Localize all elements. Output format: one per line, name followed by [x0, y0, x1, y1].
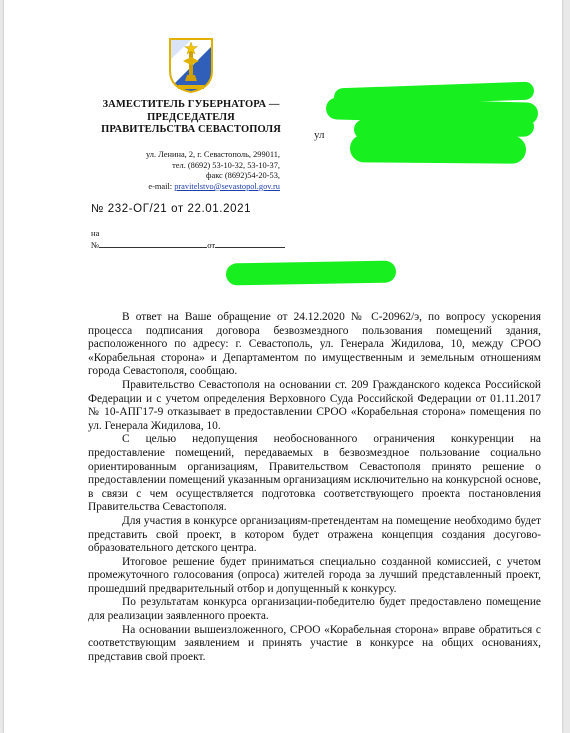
org-line: ПРЕДСЕДАТЕЛЯ — [147, 111, 235, 123]
recipient-redaction-mark — [350, 134, 526, 164]
reference-date-label: от — [207, 239, 216, 250]
phone-line: тел. (8692) 53-10-32, 53-10-37, — [172, 160, 280, 170]
recipient-street-fragment: ул — [314, 129, 325, 141]
body-paragraph: На основании вышеизложенного, СРОО «Корабельная сторона» вправе обратиться с соответствующим заявлением и принять участие в конкурсе на общих основаниях, представив свой проект. — [88, 623, 541, 663]
org-line: ПРАВИТЕЛЬСТВА СЕВАСТОПОЛЯ — [101, 124, 281, 135]
reference-block — [91, 228, 301, 250]
body-paragraph: В ответ на Ваше обращение от 24.12.2020 № С-20962/э, по вопросу ускорения процесса подписания договора безвозмездного пользования помещений здания, расположенного по адресу: г. Севастополь, ул. Генерала Жидилова, 10, между СРОО «Корабельная сторона» и Департаментом по имущественным и земельным отношениям города Севастополя, сообщаю. — [88, 311, 541, 378]
letter-page — [4, 0, 562, 733]
sevastopol-coat-of-arms-icon — [166, 37, 216, 93]
reference-na: на — [91, 228, 100, 238]
body-paragraph: По результатам конкурса организации-победителю будет предоставлено помещение для реализации заявленного проекта. — [88, 596, 541, 623]
email-label: e-mail: — [148, 181, 173, 191]
address-line: ул. Ленина, 2, г. Севастополь, 299011, — [145, 150, 280, 159]
reference-date-blank — [215, 239, 285, 248]
reference-number-line — [91, 239, 301, 251]
body-paragraph: Итоговое решение будет приниматься специально созданной комиссией, с учетом промежуточного голосования (опроса) жителей города за лучший представленный проект, прошедший предварительный отбор и допущенный к конкурсу. — [88, 555, 541, 595]
reference-no-label: № — [91, 239, 100, 250]
registration-number: № 232-ОГ/21 от 22.01.2021 — [91, 203, 252, 215]
sender-organization — [86, 99, 296, 137]
body-paragraph: С целью недопущения необоснованного ограничения конкуренции на предоставление помещений, передаваемых в безвозмездное пользование социально ориентированным организациям, Правительством Севастополя принято решение о предоставлении помещений указанным организациям исключительно на конкурсной основе, в связи с чем осуществляется подготовка соответствующего проекта постановления Правительства Севастополя. — [88, 433, 541, 514]
sender-address — [104, 150, 280, 192]
reference-number-blank — [99, 239, 207, 248]
fax-line: факс (8692)54-20-53, — [206, 171, 280, 181]
body-paragraph: Для участия в конкурсе организациям-претендентам на помещение необходимо будет представить свой проект, в котором будет отражена концепция создания досугово-образовательного детского центра. — [88, 514, 541, 555]
email-link[interactable]: pravitelstvo@sevastopol.gov.ru — [174, 181, 280, 191]
letter-body — [88, 311, 541, 664]
email-line — [104, 182, 280, 193]
salutation-redaction-mark — [234, 265, 384, 282]
org-line: ЗАМЕСТИТЕЛЬ ГУБЕРНАТОРА — — [102, 99, 280, 110]
body-paragraph: Правительство Севастополя на основании ст. 209 Гражданского кодекса Российской Федерации и с учетом определения Верховного Суда Российской Федерации от 01.11.2017 № 10-АПГ17-9 отказывает в предоставлении СРОО «Корабельная сторона» помещения по ул. Генерала Жидилова, 10. — [88, 378, 541, 432]
